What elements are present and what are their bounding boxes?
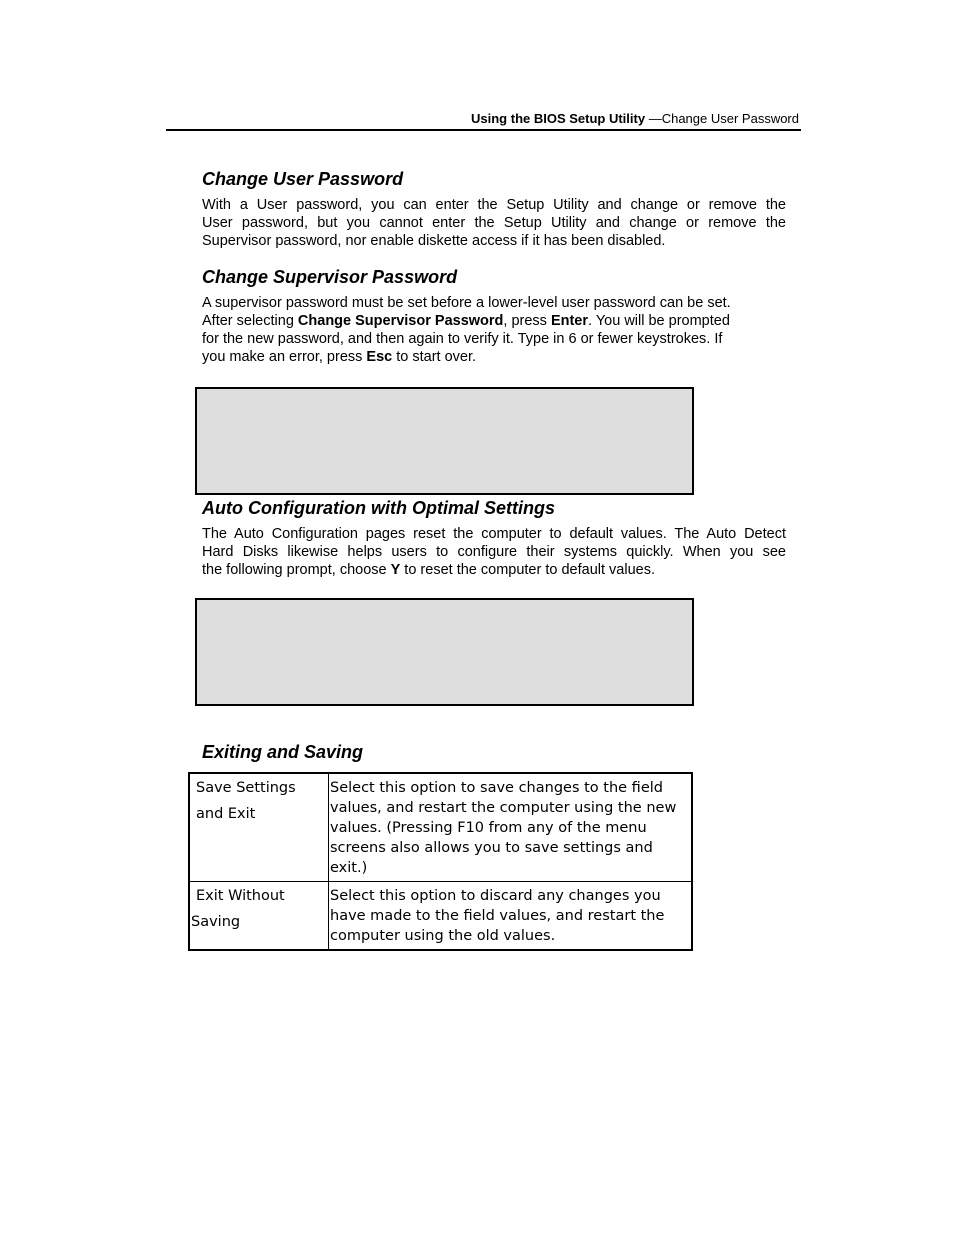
heading-change-user-password: Change User Password [202,169,404,189]
description-cell: Select this option to save changes to the field values, and restart the computer using the new values. (Pressing F10 from any of the menu screens also allows you to save settings and exit.) [329,773,693,882]
text-run: to reset the computer to default values. [400,562,655,578]
header-rule [166,129,801,131]
text-run-bold: Y [390,562,401,578]
option-name-line: Saving [191,914,241,930]
header-chapter: Using the BIOS Setup Utility [471,111,646,126]
heading-exiting-and-saving: Exiting and Saving [202,742,364,762]
running-header [167,111,801,127]
text-line: Hard Disks likewise helps users to configure their systems quickly. When you see [202,544,786,560]
text-line: User password, but you cannot enter the Setup Utility and change or remove the [202,215,786,231]
option-name-line: Save Settings [196,780,296,796]
text-line: The Auto Configuration pages reset the computer to default values. The Auto Detect [202,526,786,542]
paragraph-user-password [202,196,786,250]
text-run: the following prompt, choose [202,562,391,578]
text-run: to start over. [392,349,477,365]
header-section: —Change User Password [645,111,799,126]
text-line: Supervisor password, nor enable diskette access if it has been disabled. [202,233,666,249]
paragraph-supervisor-password [202,294,786,366]
heading-auto-configuration: Auto Configuration with Optimal Settings [202,498,555,518]
text-line [202,312,786,330]
table-row [189,773,692,882]
text-line: for the new password, and then again to verify it. Type in 6 or fewer keystrokes. If [202,331,723,347]
text-line: With a User password, you can enter the Setup Utility and change or remove the [202,197,786,213]
option-cell [189,773,329,882]
text-run: , press [503,313,551,329]
text-line: A supervisor password must be set before a lower-level user password can be set. [202,295,731,311]
bios-prompt-placeholder [195,598,694,706]
text-run: After selecting [202,313,298,329]
text-run-bold: Change Supervisor Password [297,313,504,329]
option-name-line: Exit Without [196,888,285,904]
text-run-bold: Enter [550,313,589,329]
text-run: . You will be prompted [588,313,730,329]
text-line [202,348,786,366]
bios-screen-placeholder [195,387,694,495]
text-line [202,561,786,579]
paragraph-auto-configuration [202,525,786,579]
exit-options-table [188,772,693,951]
option-name-line: and Exit [196,806,256,822]
description-cell: Select this option to discard any changes you have made to the field values, and restart the computer using the old values. [329,882,693,951]
option-cell [189,882,329,951]
text-run-bold: Esc [366,349,393,365]
table-row [189,882,692,951]
heading-change-supervisor-password: Change Supervisor Password [202,267,458,287]
text-run: you make an error, press [202,349,367,365]
